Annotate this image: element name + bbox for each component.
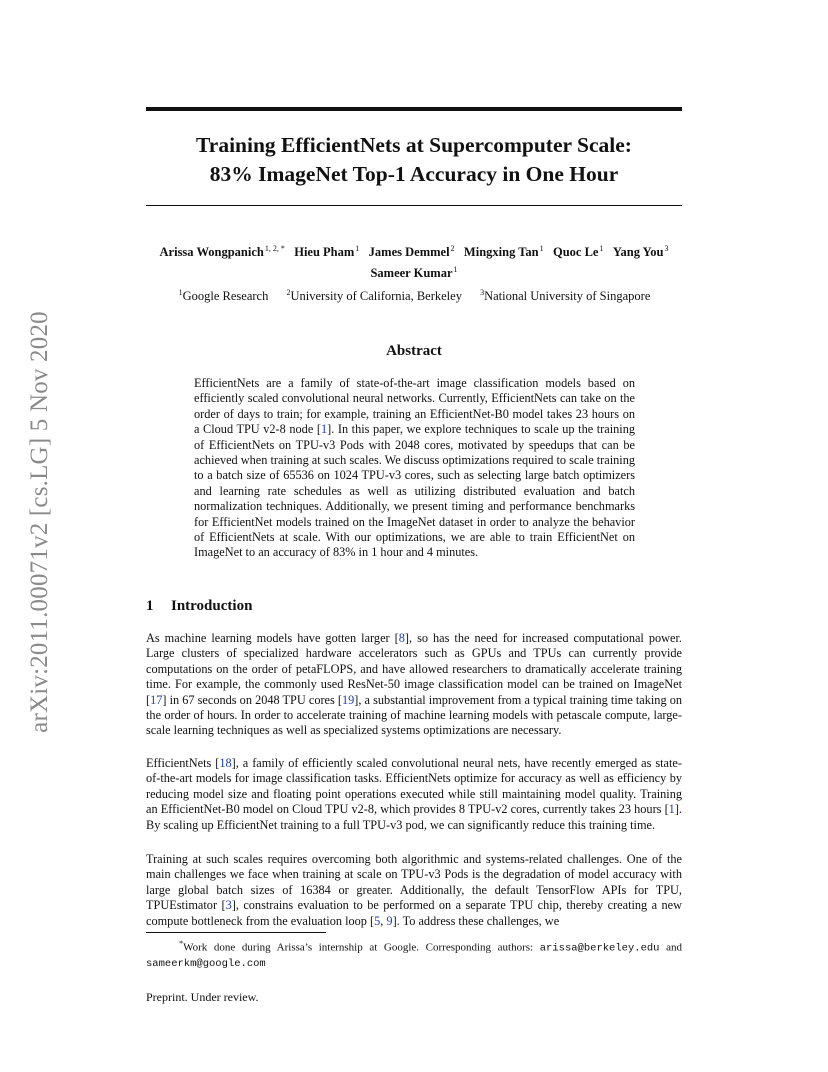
affiliation-item [285, 289, 461, 303]
intro-paragraph-2 [146, 756, 682, 833]
citation-link[interactable]: 9 [386, 913, 393, 928]
footnote-text: Work done during Arissa’s internship at Google. Corresponding authors: [183, 941, 540, 954]
citation-link[interactable]: 8 [398, 631, 405, 645]
section-number: 1 [146, 598, 154, 614]
citation-link[interactable]: 1 [668, 802, 675, 817]
author-list [146, 240, 682, 282]
author-name: Quoc Le [553, 245, 599, 259]
author-affiliation-mark: 1, 2, * [264, 244, 285, 253]
abstract-body [194, 376, 635, 561]
citation-link[interactable]: 17 [150, 692, 163, 707]
footnote [146, 937, 682, 971]
author-affiliation-mark: 3 [664, 244, 669, 253]
preprint-note: Preprint. Under review. [146, 990, 259, 1004]
citation-link[interactable]: 5 [374, 913, 381, 928]
section-title: Introduction [171, 598, 253, 614]
paragraph-text: , [380, 913, 387, 928]
author-affiliation-mark: 1 [355, 244, 360, 253]
author-name: Arissa Wongpanich [159, 245, 264, 259]
affiliation-list [146, 285, 682, 304]
author-name: Yang You [612, 245, 664, 259]
paragraph-text: ], so has the need for increased computational power. Large clusters of specialized hardware accelerators such as GPUs and TPUs can currently provide computations on the order of petaFLOPS, and have allowed researchers to dramatically accelerate training time. For example, the commonly used ResNet-50 image classification model can be trained on ImageNet [ [146, 631, 682, 707]
paragraph-text: ], a substantial improvement from a typical training time taking on the order of hours. In order to accelerate training of machine learning models with petascale compute, large-scale learning techniques as well as specialized systems optimizations are necessary. [146, 692, 682, 738]
paragraph-text: ]. By scaling up EfficientNet training to a full TPU-v3 pod, we can significantly reduce this training time. [146, 802, 682, 832]
paragraph-text: As machine learning models have gotten larger [ [146, 631, 399, 645]
title-line-2: 83% ImageNet Top-1 Accuracy in One Hour [209, 162, 619, 186]
arxiv-identifier-stamp: arXiv:2011.00071v2 [cs.LG] 5 Nov 2020 [26, 311, 53, 733]
author-name: Hieu Pham [294, 245, 355, 259]
affiliation-item [479, 289, 650, 303]
title-bottom-rule [146, 205, 682, 206]
author-name: Sameer Kumar [370, 266, 453, 280]
author-affiliation-mark: 2 [450, 244, 455, 253]
paragraph-text: EfficientNets [ [146, 756, 220, 770]
citation-link[interactable]: 18 [219, 756, 232, 770]
abstract-text: ]. In this paper, we explore techniques to scale up the training of EfficientNets on TPU-v3 Pods with 2048 cores, motivated by speedups that can be achieved when training at such scales. We discuss optimizations required to scale training to a batch size of 65536 on 1024 TPU-v3 cores, such as selecting large batch optimizers and learning rate schedules as well as utilizing distributed evaluation and batch normalization techniques. Additionally, we present timing and performance benchmarks for EfficientNet models trained on the ImageNet dataset in order to analyze the behavior of EfficientNets at scale. With our optimizations, we are able to train EfficientNet on ImageNet to an accuracy of 83% in 1 hour and 4 minutes. [194, 422, 636, 560]
citation-link[interactable]: 1 [320, 422, 328, 437]
paragraph-text: ]. To address these challenges, we [392, 913, 560, 928]
affiliation-name: Google Research [182, 289, 269, 303]
section-heading [146, 598, 252, 615]
paragraph-text: ] in 67 seconds on 2048 TPU cores [ [162, 692, 342, 707]
author-affiliation-mark: 1 [453, 265, 458, 274]
paragraph-text: ], a family of efficiently scaled convolutional neural nets, have recently emerged as state-of-the-art models for image classification tasks. EfficientNets optimize for accuracy as well as efficiency by reducing model size and floating point operations executed while still maintaining model quality. Training an EfficientNet-B0 model on Cloud TPU v2-8, which provides 8 TPU-v2 cores, currently takes 23 hours [ [146, 756, 682, 817]
footnote-text: and [659, 941, 682, 954]
paragraph-text: ], constrains evaluation to be performed on a separate TPU chip, thereby creating a new compute bottleneck from the evaluation loop [ [146, 898, 683, 928]
author-name: Mingxing Tan [463, 245, 539, 259]
paper-title [146, 131, 682, 189]
affiliation-name: National University of Singapore [484, 289, 651, 303]
paragraph-text: Training at such scales requires overcoming both algorithmic and systems-related challenges. One of the main challenges we face when training at scale on TPU-v3 Pods is the degradation of model accuracy with large global batch sizes of 16384 or greater. Additionally, the default TensorFlow APIs for TPU, TPUEstimator [ [146, 852, 682, 913]
author-name: James Demmel [368, 245, 450, 259]
citation-link[interactable]: 3 [225, 898, 232, 913]
abstract-text: EfficientNets are a family of state-of-the-art image classification models based on efficiently scaled convolutional neural networks. Currently, EfficientNets can take on the order of days to train; for example, training an EfficientNet-B0 model takes 23 hours on a Cloud TPU v2-8 node [ [194, 376, 635, 437]
citation-link[interactable]: 19 [342, 692, 355, 707]
author-affiliation-mark: 1 [539, 244, 544, 253]
affiliation-name: University of California, Berkeley [290, 289, 462, 303]
email-link[interactable]: sameerkm@google.com [146, 957, 266, 970]
intro-paragraph-3 [146, 852, 682, 929]
footnote-mark: * [179, 939, 184, 948]
affiliation-mark: 1 [178, 288, 183, 297]
author-affiliation-mark: 1 [599, 244, 604, 253]
title-line-1: Training EfficientNets at Supercomputer Scale: [196, 133, 632, 157]
intro-paragraph-1 [146, 631, 682, 739]
affiliation-item [178, 289, 269, 303]
affiliation-mark: 3 [480, 288, 485, 297]
email-link[interactable]: arissa@berkeley.edu [539, 942, 660, 955]
footnote-rule [146, 932, 326, 933]
abstract-heading: Abstract [386, 343, 442, 359]
title-top-rule [146, 107, 682, 111]
affiliation-mark: 2 [286, 288, 291, 297]
